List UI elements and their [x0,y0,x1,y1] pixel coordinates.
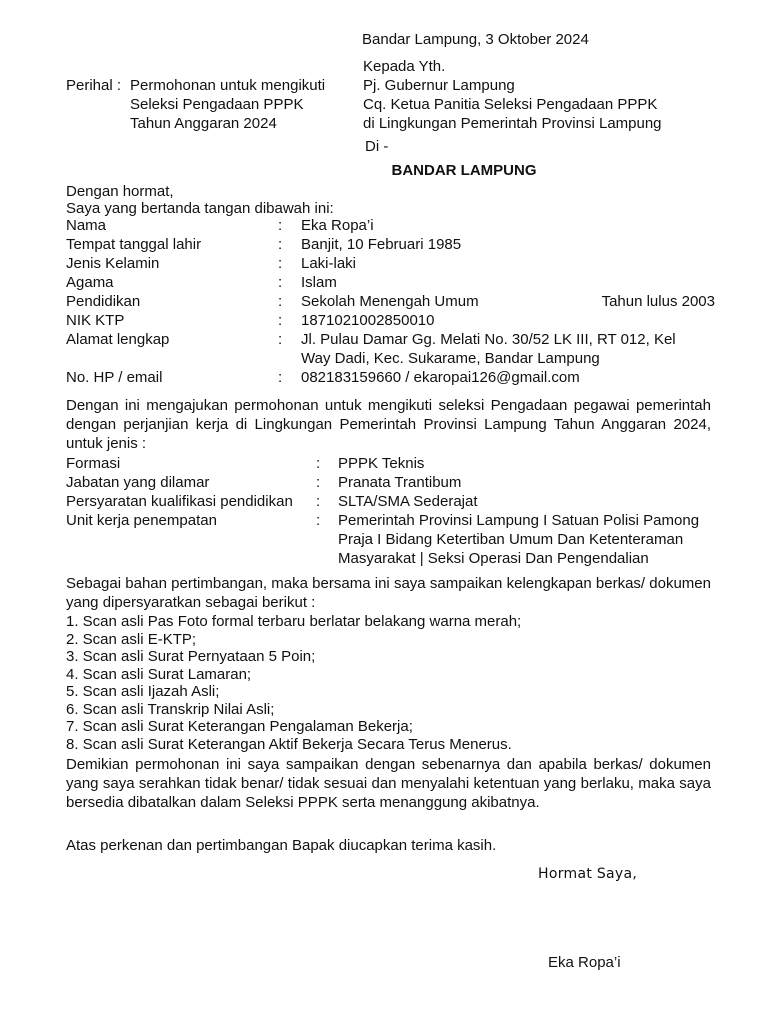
colon: : [316,493,321,510]
identity-value: Islam [301,274,337,291]
colon: : [278,236,283,253]
identity-value: Eka Ropa’i [301,217,374,234]
address-line: Way Dadi, Kec. Sukarame, Bandar Lampung [301,350,600,367]
recipient-line: Kepada Yth. [363,58,446,75]
address-line: Jl. Pulau Damar Gg. Melati No. 30/52 LK III, RT 012, Kel [301,331,676,348]
identity-table [66,216,715,387]
identity-row [66,254,715,273]
graduation-year: Tahun lulus 2003 [601,293,715,310]
recipient-city: BANDAR LAMPUNG [391,162,537,179]
identity-label: NIK KTP [66,312,125,329]
position-row [66,454,714,473]
position-label: Persyaratan kualifikasi pendidikan [66,493,293,510]
identity-row [66,311,715,330]
identity-value: 1871021002850010 [301,312,435,329]
identity-value [301,292,715,311]
place-date: Bandar Lampung, 3 Oktober 2024 [362,31,589,48]
position-table [66,454,714,568]
list-item: 1. Scan asli Pas Foto formal terbaru berlatar belakang warna merah; [66,613,522,630]
list-item: 2. Scan asli E-KTP; [66,630,197,648]
position-label: Formasi [66,455,121,472]
greeting: Dengan hormat, [66,183,174,200]
recipient-line: Pj. Gubernur Lampung [363,77,515,94]
identity-row [66,330,715,368]
colon: : [316,455,321,472]
colon: : [278,331,283,348]
recipient-block [363,57,662,133]
identity-label: Pendidikan [66,293,141,310]
subject-line: Permohonan untuk mengikuti [130,77,326,94]
colon: : [278,217,283,234]
colon: : [278,255,283,272]
identity-value [301,330,715,368]
recipient-line: di Lingkungan Pemerintah Provinsi Lampung [363,115,662,132]
di-line: Di - [365,138,389,155]
identity-label: Jenis Kelamin [66,255,160,272]
greeting-block [66,183,334,217]
subject-line: Tahun Anggaran 2024 [130,115,277,132]
colon: : [278,274,283,291]
position-value: PPPK Teknis [338,455,425,472]
signer-name: Eka Ropa’i [548,954,621,971]
identity-label: Nama [66,217,107,234]
position-row [66,473,714,492]
position-label: Unit kerja penempatan [66,512,217,529]
work-unit-line: Pemerintah Provinsi Lampung I Satuan Polisi Pamong [338,512,700,529]
list-item: 3. Scan asli Surat Pernyataan 5 Poin; [66,648,316,665]
identity-row [66,216,715,235]
identity-label: Tempat tanggal lahir [66,236,202,253]
position-label: Jabatan yang dilamar [66,474,210,491]
documents-list [66,613,521,753]
list-item: 4. Scan asli Surat Lamaran; [66,665,252,683]
list-item: 5. Scan asli Ijazah Asli; [66,683,220,700]
identity-row [66,273,715,292]
list-item: 7. Scan asli Surat Keterangan Pengalaman Bekerja; [66,718,413,735]
closing-salutation: Hormat Saya, [538,866,638,882]
subject-line: Seleksi Pengadaan PPPK [130,96,304,113]
documents-intro: Sebagai bahan pertimbangan, maka bersama ini saya sampaikan kelengkapan berkas/ dokumen yang dipersyaratkan sebagai berikut : [66,575,711,611]
colon: : [316,474,321,491]
position-row [66,511,714,568]
recipient-line: Cq. Ketua Panitia Seleksi Pengadaan PPPK [363,96,658,113]
identity-row [66,235,715,254]
identity-value: Laki-laki [301,255,357,272]
identity-value: Banjit, 10 Februari 1985 [301,236,462,253]
colon: : [278,369,283,386]
identity-value: 082183159660 / ekaropai126@gmail.com [301,369,580,386]
list-item: 8. Scan asli Surat Keterangan Aktif Bekerja Secara Terus Menerus. [66,735,512,753]
identity-label: Alamat lengkap [66,331,170,348]
colon: : [278,293,283,310]
colon: : [316,512,321,529]
subject-block [66,76,325,133]
subject-label: Perihal : [66,77,122,94]
identity-label: Agama [66,274,114,291]
work-unit-line: Praja I Bidang Ketertiban Umum Dan Ketenteraman [338,531,684,548]
statement-paragraph: Demikian permohonan ini saya sampaikan dengan sebenarnya dan apabila berkas/ dokumen yang saya serahkan tidak benar/ tidak sesuai dan menyalahi ketentuan yang berlaku, maka saya bersedia dibatalkan dalam Seleksi PPPK serta menanggung akibatnya. [66,756,711,811]
identity-row [66,292,715,311]
identity-label: No. HP / email [66,369,163,386]
identity-row [66,368,715,387]
application-paragraph: Dengan ini mengajukan permohonan untuk mengikuti seleksi Pengadaan pegawai pemerintah dengan perjanjian kerja di Lingkungan Pemerintah Provinsi Lampung Tahun Anggaran 2024, untuk jenis : [66,397,711,452]
position-value: SLTA/SMA Sederajat [338,493,478,510]
position-value: Pranata Trantibum [338,474,462,491]
colon: : [278,312,283,329]
intro-line: Saya yang bertanda tangan dibawah ini: [66,200,334,217]
position-row [66,492,714,511]
education-value: Sekolah Menengah Umum [301,293,479,310]
position-value [338,511,714,568]
work-unit-line: Masyarakat | Seksi Operasi Dan Pengendalian [338,550,649,567]
thanks-paragraph: Atas perkenan dan pertimbangan Bapak diucapkan terima kasih. [66,837,497,854]
list-item: 6. Scan asli Transkrip Nilai Asli; [66,700,275,718]
